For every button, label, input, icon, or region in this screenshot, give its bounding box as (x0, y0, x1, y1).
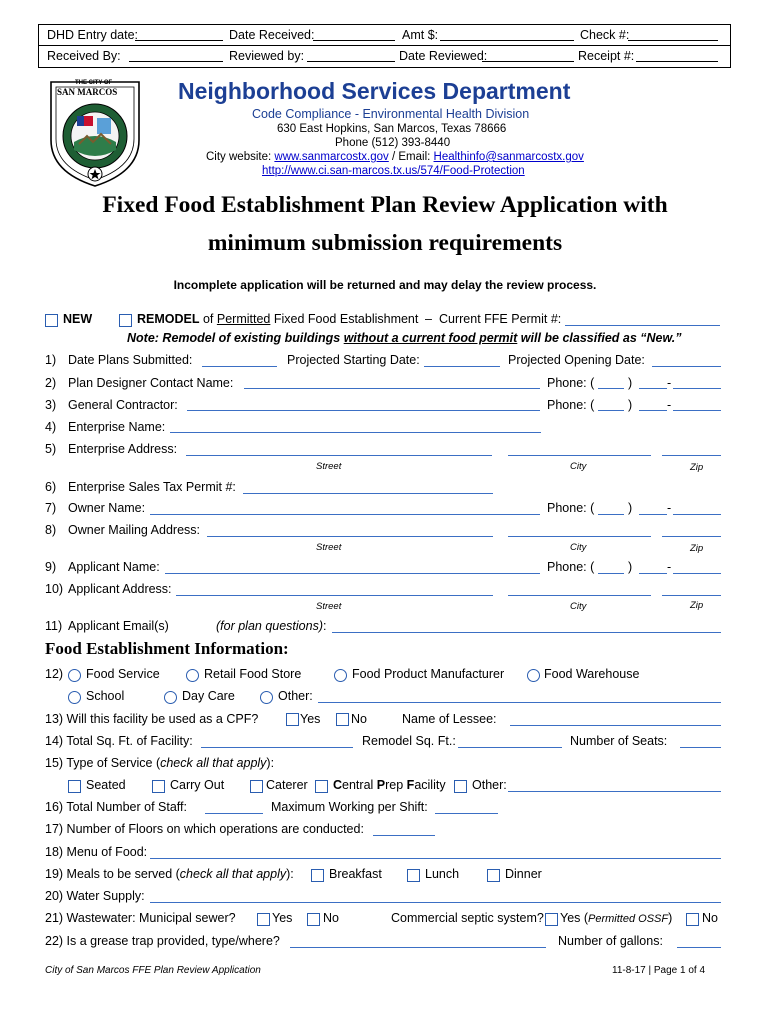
other-establishment-radio[interactable] (260, 691, 273, 704)
septic-yes-label (560, 911, 672, 925)
q10-number: 10) (45, 582, 64, 596)
septic-no-label: No (702, 911, 718, 925)
owner-zip-field[interactable] (662, 536, 721, 537)
applicant-name-field[interactable] (165, 573, 540, 574)
cpf-p: P (376, 778, 386, 792)
central-prep-facility-checkbox[interactable] (315, 780, 328, 793)
sewer-no-checkbox[interactable] (307, 913, 320, 926)
dhd-entry-date-field[interactable] (135, 40, 223, 41)
received-by-field[interactable] (129, 61, 223, 62)
q8-street-caption: Street (316, 542, 342, 553)
note-underlined: without a current food permit (343, 331, 518, 345)
date-plans-submitted-field[interactable] (202, 366, 277, 367)
q9-phone-area[interactable] (598, 573, 624, 574)
q3-label: General Contractor: (68, 398, 178, 412)
q7-number: 7) (45, 501, 57, 515)
other-service-checkbox[interactable] (454, 780, 467, 793)
sewer-yes-label: Yes (272, 911, 293, 925)
amt-label: Amt $: (402, 28, 439, 42)
contact-line (206, 151, 584, 163)
ossf-pre: Yes ( (560, 911, 589, 925)
applicant-city-field[interactable] (508, 595, 651, 596)
plan-designer-field[interactable] (244, 388, 540, 389)
q1-number: 1) (45, 353, 57, 367)
q3-phone-label: Phone: ( (547, 398, 595, 412)
remodel-rest: Fixed Food Establishment (270, 312, 419, 326)
seated-checkbox[interactable] (68, 780, 81, 793)
q9-number: 9) (45, 560, 57, 574)
food-info-heading: Food Establishment Information: (45, 639, 289, 658)
current-permit-label: Current FFE Permit #: (439, 312, 562, 326)
of-word: of (199, 312, 217, 326)
q6-label: Enterprise Sales Tax Permit #: (68, 480, 236, 494)
q22-label: 22) Is a grease trap provided, type/where? (45, 934, 280, 948)
q2-label: Plan Designer Contact Name: (68, 376, 234, 390)
enterprise-name-field[interactable] (170, 432, 541, 433)
max-shift-field[interactable] (435, 813, 498, 814)
q3-phone-area[interactable] (598, 410, 624, 411)
septic-no-checkbox[interactable] (686, 913, 699, 926)
gallons-field[interactable] (677, 947, 721, 948)
q13-label: 13) Will this facility be used as a CPF? (45, 712, 259, 726)
received-by-label: Received By: (47, 49, 121, 63)
retail-food-store-radio[interactable] (186, 669, 199, 682)
food-product-manufacturer-radio[interactable] (334, 669, 347, 682)
food-service-radio[interactable] (68, 669, 81, 682)
applicant-email-field[interactable] (332, 632, 721, 633)
q8-zip-caption: Zip (690, 543, 704, 554)
cpf-c: C (333, 778, 343, 792)
current-permit-field[interactable] (565, 325, 720, 326)
ossf-post: ) (668, 911, 673, 925)
q7-phone-area[interactable] (598, 514, 624, 515)
q11-hint-group (216, 619, 327, 633)
day-care-label: Day Care (182, 689, 235, 703)
food-protection-link[interactable]: http://www.ci.san-marcos.tx.us/574/Food-Protection (262, 165, 525, 177)
seal-top-text: THE CITY OF (75, 80, 113, 86)
sewer-yes-checkbox[interactable] (257, 913, 270, 926)
cpf-f: F (406, 778, 415, 792)
q3-phone-dash: - (667, 398, 672, 412)
cpf-no-label: No (351, 712, 367, 726)
q19-label (45, 867, 294, 881)
remodel-sqft-label: Remodel Sq. Ft.: (362, 734, 456, 748)
cpf-no-checkbox[interactable] (336, 713, 349, 726)
caterer-checkbox[interactable] (250, 780, 263, 793)
lessee-field[interactable] (510, 725, 721, 726)
q1-label: Date Plans Submitted: (68, 353, 193, 367)
q7-phone-prefix[interactable] (639, 514, 667, 515)
receipt-no-field[interactable] (636, 61, 718, 62)
q5-street-caption: Street (316, 461, 342, 472)
q5-number: 5) (45, 442, 57, 456)
reviewed-by-field[interactable] (307, 61, 395, 62)
seats-label: Number of Seats: (570, 734, 668, 748)
owner-street-field[interactable] (207, 536, 493, 537)
retail-food-store-label: Retail Food Store (204, 667, 302, 681)
q18-label: 18) Menu of Food: (45, 845, 148, 859)
other-service-field[interactable] (508, 791, 721, 792)
grease-trap-field[interactable] (290, 947, 546, 948)
form-title-line2: minimum submission requirements (207, 230, 563, 256)
q11-label: Applicant Email(s) (68, 619, 169, 633)
other-establishment-label: Other: (278, 689, 313, 703)
q15-pre: 15) Type of Service ( (45, 756, 161, 770)
q5-label: Enterprise Address: (68, 442, 178, 456)
q2-phone-prefix[interactable] (639, 388, 667, 389)
receipt-no-label: Receipt #: (578, 49, 635, 63)
q2-phone-area[interactable] (598, 388, 624, 389)
q8-label: Owner Mailing Address: (68, 523, 201, 537)
remodel-sqft-field[interactable] (458, 747, 562, 748)
q7-phone-dash: - (667, 501, 672, 515)
new-checkbox[interactable] (45, 314, 58, 327)
q4-label: Enterprise Name: (68, 420, 166, 434)
remodel-note (127, 331, 681, 345)
school-label: School (86, 689, 125, 703)
q10-street-caption: Street (316, 601, 342, 612)
q8-number: 8) (45, 523, 57, 537)
department-phone: Phone (512) 393-8440 (335, 137, 451, 149)
enterprise-city-field[interactable] (508, 455, 651, 456)
projected-open-label: Projected Opening Date: (508, 353, 645, 367)
enterprise-street-field[interactable] (186, 455, 492, 456)
lunch-checkbox[interactable] (407, 869, 420, 882)
caterer-label: Caterer (266, 778, 308, 792)
check-no-field[interactable] (628, 40, 718, 41)
q3-number: 3) (45, 398, 57, 412)
q16-label: 16) Total Number of Staff: (45, 800, 187, 814)
division-name: Code Compliance - Environmental Health Division (252, 107, 530, 121)
max-shift-label: Maximum Working per Shift: (271, 800, 428, 814)
general-contractor-field[interactable] (187, 410, 540, 411)
remodel-word: REMODEL (137, 312, 200, 326)
projected-start-label: Projected Starting Date: (287, 353, 420, 367)
enterprise-zip-field[interactable] (662, 455, 721, 456)
menu-field[interactable] (150, 858, 721, 859)
q10-city-caption: City (570, 601, 587, 612)
cpf-acility: acility (414, 778, 446, 792)
q2-phone-line[interactable] (673, 388, 721, 389)
septic-label: Commercial septic system? (391, 911, 544, 925)
q7-phone-label: Phone: ( (547, 501, 595, 515)
q2-number: 2) (45, 376, 57, 390)
website-link[interactable]: www.sanmarcostx.gov (274, 151, 389, 163)
form-title-line1: Fixed Food Establishment Plan Review Application with (102, 192, 668, 218)
lunch-label: Lunch (425, 867, 460, 881)
q6-number: 6) (45, 480, 57, 494)
q7-label: Owner Name: (68, 501, 146, 515)
projected-start-field[interactable] (424, 366, 500, 367)
q15-hint: check all that apply (160, 756, 267, 770)
date-received-field[interactable] (313, 40, 395, 41)
breakfast-checkbox[interactable] (311, 869, 324, 882)
q14-label: 14) Total Sq. Ft. of Facility: (45, 734, 193, 748)
owner-name-field[interactable] (150, 514, 540, 515)
q9-label: Applicant Name: (68, 560, 160, 574)
lessee-label: Name of Lessee: (402, 712, 497, 726)
cpf-yes-label: Yes (300, 712, 321, 726)
sewer-no-label: No (323, 911, 339, 925)
carry-out-label: Carry Out (170, 778, 225, 792)
permitted-word: Permitted (216, 312, 271, 326)
q11-colon: : (323, 619, 327, 633)
q3-phone-paren: ) (628, 398, 633, 412)
ossf-hint: Permitted OSSF (588, 913, 669, 925)
q2-phone-dash: - (667, 376, 672, 390)
new-label: NEW (63, 312, 93, 326)
q7-phone-paren: ) (628, 501, 633, 515)
food-service-label: Food Service (86, 667, 160, 681)
q3-phone-line[interactable] (673, 410, 721, 411)
q9-phone-prefix[interactable] (639, 573, 667, 574)
seats-field[interactable] (680, 747, 721, 748)
department-title: Neighborhood Services Department (178, 78, 571, 104)
dash: – (425, 312, 432, 326)
note-prefix: Note: Remodel of existing buildings (127, 331, 344, 345)
q15-label (45, 756, 274, 770)
q10-zip-caption: Zip (690, 600, 704, 611)
footer-left: City of San Marcos FFE Plan Review Application (45, 965, 261, 976)
cpf-rep: rep (385, 778, 407, 792)
seal-city-text: SAN MARCOS (57, 87, 118, 97)
email-link[interactable]: Healthinfo@sanmarcostx.gov (433, 151, 584, 163)
dhd-entry-date-label: DHD Entry date: (47, 28, 139, 42)
carry-out-checkbox[interactable] (152, 780, 165, 793)
other-establishment-field[interactable] (318, 702, 721, 703)
footer-right: 11-8-17 | Page 1 of 4 (612, 965, 706, 976)
sales-tax-permit-field[interactable] (243, 493, 493, 494)
q9-phone-line[interactable] (673, 573, 721, 574)
date-reviewed-field[interactable] (482, 61, 574, 62)
q9-phone-paren: ) (628, 560, 633, 574)
dinner-label: Dinner (505, 867, 542, 881)
q11-number: 11) (45, 619, 63, 633)
food-warehouse-label: Food Warehouse (544, 667, 640, 681)
q19-hint: check all that apply (179, 867, 287, 881)
seated-label: Seated (86, 778, 126, 792)
check-no-label: Check #: (580, 28, 630, 42)
incomplete-warning: Incomplete application will be returned and may delay the review process. (173, 278, 597, 292)
q9-phone-label: Phone: ( (547, 560, 595, 574)
septic-yes-checkbox[interactable] (545, 913, 558, 926)
office-use-divider (38, 45, 731, 46)
reviewed-by-label: Reviewed by: (229, 49, 305, 63)
department-address: 630 East Hopkins, San Marcos, Texas 78666 (277, 123, 507, 135)
q21-label: 21) Wastewater: Municipal sewer? (45, 911, 236, 925)
q2-phone-label: Phone: ( (547, 376, 595, 390)
day-care-radio[interactable] (164, 691, 177, 704)
remodel-label (137, 312, 418, 326)
floors-field[interactable] (373, 835, 435, 836)
cpf-entral: entral (342, 778, 377, 792)
owner-city-field[interactable] (508, 536, 651, 537)
q8-city-caption: City (570, 542, 587, 553)
date-reviewed-label: Date Reviewed: (399, 49, 488, 63)
projected-open-field[interactable] (652, 366, 721, 367)
applicant-street-field[interactable] (176, 595, 493, 596)
q5-zip-caption: Zip (690, 462, 704, 473)
other-service-label: Other: (472, 778, 507, 792)
q11-hint: (for plan questions) (216, 619, 324, 633)
q9-phone-dash: - (667, 560, 672, 574)
date-received-label: Date Received: (229, 28, 315, 42)
website-label: City website: (206, 151, 275, 163)
applicant-zip-field[interactable] (662, 595, 721, 596)
dinner-checkbox[interactable] (487, 869, 500, 882)
school-radio[interactable] (68, 691, 81, 704)
q17-label: 17) Number of Floors on which operations are conducted: (45, 822, 364, 836)
amt-field[interactable] (440, 40, 574, 41)
gallons-label: Number of gallons: (558, 934, 663, 948)
note-suffix: will be classified as “New.” (517, 331, 682, 345)
q3-phone-prefix[interactable] (639, 410, 667, 411)
q2-phone-paren: ) (628, 376, 633, 390)
q5-city-caption: City (570, 461, 587, 472)
q12-number: 12) (45, 667, 64, 681)
q19-pre: 19) Meals to be served ( (45, 867, 180, 881)
q4-number: 4) (45, 420, 57, 434)
food-product-manufacturer-label: Food Product Manufacturer (352, 667, 505, 681)
cpf-yes-checkbox[interactable] (286, 713, 299, 726)
q20-label: 20) Water Supply: (45, 889, 145, 903)
central-prep-facility-label (333, 778, 446, 792)
q15-post: ): (266, 756, 275, 770)
water-supply-field[interactable] (150, 902, 721, 903)
q7-phone-line[interactable] (673, 514, 721, 515)
total-staff-field[interactable] (205, 813, 263, 814)
total-sqft-field[interactable] (201, 747, 353, 748)
food-warehouse-radio[interactable] (527, 669, 540, 682)
remodel-checkbox[interactable] (119, 314, 132, 327)
q19-post: ): (286, 867, 294, 881)
email-label: / Email: (388, 151, 434, 163)
breakfast-label: Breakfast (329, 867, 382, 881)
q10-label: Applicant Address: (68, 582, 172, 596)
